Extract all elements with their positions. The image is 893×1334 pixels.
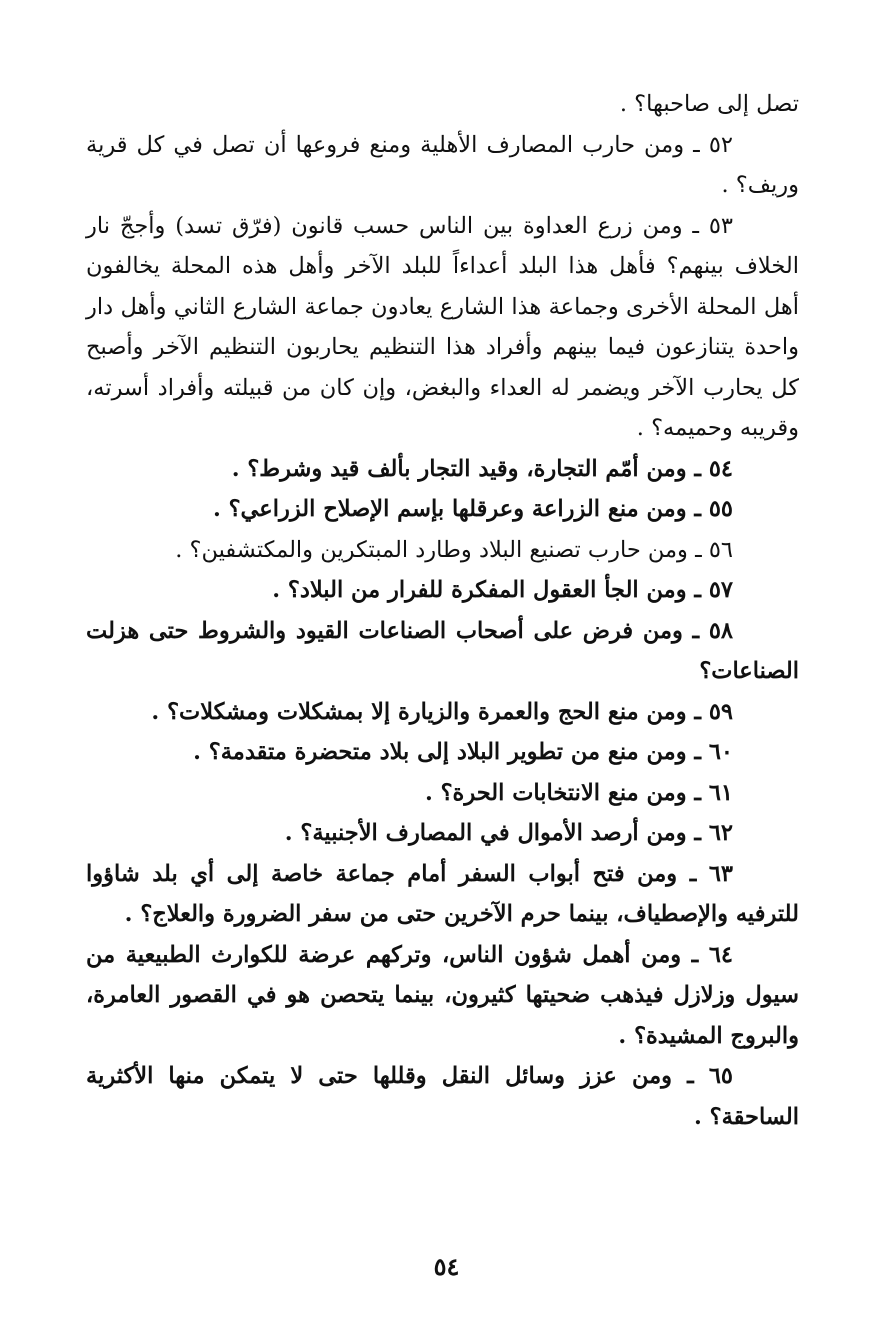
- page-body: [86, 84, 799, 1137]
- page-number: ٥٤: [433, 1252, 460, 1281]
- paragraph-item-52: ٥٢ ـ ومن حارب المصارف الأهلية ومنع فروعها أن تصل في كل قرية وريف؟ .: [86, 131, 799, 198]
- paragraph-item-65: ٦٥ ـ ومن عزز وسائل النقل وقللها حتى لا يتمكن منها الأكثرية الساحقة؟ .: [86, 1063, 799, 1130]
- paragraph-item-62: ٦٢ ـ ومن أرصد الأموال في المصارف الأجنبية؟ .: [284, 820, 733, 846]
- paragraph-continuation: تصل إلى صاحبها؟ .: [619, 91, 799, 117]
- paragraph-item-57: ٥٧ ـ ومن الجأ العقول المفكرة للفرار من البلاد؟ .: [272, 577, 733, 603]
- paragraph-item-55: ٥٥ ـ ومن منع الزراعة وعرقلها بإسم الإصلاح الزراعي؟ .: [212, 496, 733, 522]
- paragraph-item-59: ٥٩ ـ ومن منع الحج والعمرة والزيارة إلا بمشكلات ومشكلات؟ .: [151, 698, 733, 725]
- paragraph-item-64: ٦٤ ـ ومن أهمل شؤون الناس، وتركهم عرضة للكوارث الطبيعية من سيول وزلازل فيذهب ضحيتها كثيرون، بينما يتحصن هو في القصور العامرة، والبروج المشيدة؟ .: [86, 941, 799, 1049]
- paragraph-item-58: ٥٨ ـ ومن فرض على أصحاب الصناعات القيود والشروط حتى هزلت الصناعات؟: [86, 617, 799, 684]
- paragraph-item-63: ٦٣ ـ ومن فتح أبواب السفر أمام جماعة خاصة إلى أي بلد شاؤوا للترفيه والإصطياف، بينما حرم الآخرين حتى من سفر الضرورة والعلاج؟ .: [86, 860, 799, 927]
- paragraph-item-61: ٦١ ـ ومن منع الانتخابات الحرة؟ .: [424, 779, 733, 806]
- paragraph-item-60: ٦٠ ـ ومن منع من تطوير البلاد إلى بلاد متحضرة متقدمة؟ .: [193, 739, 733, 765]
- paragraph-item-56: ٥٦ ـ ومن حارب تصنيع البلاد وطارد المبتكرين والمكتشفين؟ .: [175, 536, 733, 563]
- paragraph-item-54: ٥٤ ـ ومن أمّم التجارة، وقيد التجار بألف قيد وشرط؟ .: [231, 455, 733, 482]
- paragraph-item-53: ٥٣ ـ ومن زرع العداوة بين الناس حسب قانون (فرّق تسد) وأججّ نار الخلاف بينهم؟ فأهل هذا البلد أعداءاً للبلد الآخر وأهل هذه المحلة يخالفون أهل المحلة الأخرى وجماعة هذا الشارع يعادون جماعة الشارع الثاني وأهل دار واحدة يتنازعون فيما بينهم وأفراد هذا التنظيم يحاربون التنظيم الآخر وأصبح كل يحارب الآخر ويضمر له العداء والبغض، وإن كان من قبيلته وأفراد أسرته، وقريبه وحميمه؟ .: [86, 212, 799, 441]
